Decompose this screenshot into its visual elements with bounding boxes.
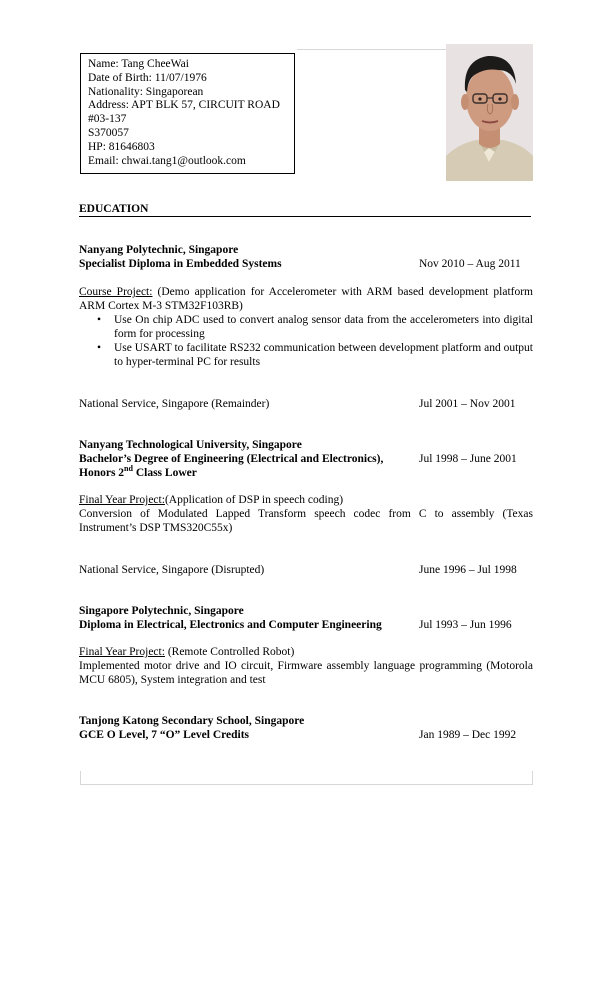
personal-details-box xyxy=(80,53,295,174)
address-line-2: #03-137 xyxy=(88,113,127,126)
portrait-illustration xyxy=(446,44,533,181)
national-service-disrupted xyxy=(79,563,533,577)
np-project xyxy=(79,285,533,369)
project-description: Implemented motor drive and IO circuit, Firmware assembly language programming (Motorola MCU 6805), System integration and test xyxy=(79,660,533,686)
phone-line: HP: 81646803 xyxy=(88,140,155,153)
project-label: Final Year Project: xyxy=(79,494,165,506)
dob-line: Date of Birth: 11/07/1976 xyxy=(88,71,207,84)
course-name: Specialist Diploma in Embedded Systems xyxy=(79,258,282,270)
portrait-photo xyxy=(446,44,533,181)
service-text: National Service, Singapore (Remainder) xyxy=(79,398,270,410)
top-divider xyxy=(297,49,447,50)
project-description: (Demo application for Accelerometer with ARM based development platform ARM Cortex M-3 STM32F103RB) xyxy=(79,286,533,312)
course-name: Diploma in Electrical, Electronics and Computer Engineering xyxy=(79,619,382,631)
date-range: Jul 1993 – Jun 1996 xyxy=(419,619,512,631)
school-name: Singapore Polytechnic, Singapore xyxy=(79,605,244,617)
bottom-border xyxy=(80,771,533,785)
project-title: (Application of DSP in speech coding) xyxy=(164,494,344,506)
date-range: Jul 2001 – Nov 2001 xyxy=(419,398,516,410)
national-service-remainder xyxy=(79,397,533,411)
project-description: Conversion of Modulated Lapped Transform speech codec from C to assembly (Texas Instrument’s DSP TMS320C55x) xyxy=(79,508,533,534)
honors-text: Honors 2 xyxy=(79,467,125,479)
name-line: Name: Tang CheeWai xyxy=(88,58,189,70)
project-label: Course Project: xyxy=(79,286,153,298)
project-label: Final Year Project: xyxy=(79,646,165,658)
honors-superscript: nd xyxy=(124,464,133,474)
education-entry-ntu xyxy=(79,438,533,480)
education-entry-sp xyxy=(79,604,533,632)
address-line-1: Address: APT BLK 57, CIRCUIT ROAD xyxy=(88,99,280,112)
list-item: • Use On chip ADC used to convert analog sensor data from the accelerometers into digital form for processing xyxy=(79,313,533,341)
honors-line xyxy=(79,466,533,480)
education-heading: EDUCATION xyxy=(79,202,531,217)
course-name: GCE O Level, 7 “O” Level Credits xyxy=(79,729,250,741)
school-name: Tanjong Katong Secondary School, Singapore xyxy=(79,715,305,727)
education-entry-tk xyxy=(79,714,533,742)
email-line: Email: chwai.tang1@outlook.com xyxy=(88,154,246,167)
address-line-3: S370057 xyxy=(88,126,129,139)
project-title: (Remote Controlled Robot) xyxy=(164,646,295,658)
date-range: June 1996 – Jul 1998 xyxy=(419,564,517,576)
nationality-line: Nationality: Singaporean xyxy=(88,85,204,98)
school-name: Nanyang Technological University, Singapore xyxy=(79,439,302,451)
honors-class: Class Lower xyxy=(132,467,197,479)
degree-name: Bachelor’s Degree of Engineering (Electrical and Electronics), xyxy=(79,453,384,465)
school-name: Nanyang Polytechnic, Singapore xyxy=(79,244,239,256)
ntu-project xyxy=(79,493,533,535)
service-text: National Service, Singapore (Disrupted) xyxy=(79,564,265,576)
sp-project xyxy=(79,645,533,687)
date-range: Jul 1998 – June 2001 xyxy=(419,453,517,465)
project-bullets xyxy=(79,313,533,369)
education-entry-np xyxy=(79,243,533,271)
list-item: • Use USART to facilitate RS232 communication between development platform and output to hyper-terminal PC for results xyxy=(79,341,533,369)
date-range: Nov 2010 – Aug 2011 xyxy=(419,258,521,270)
date-range: Jan 1989 – Dec 1992 xyxy=(419,729,517,741)
